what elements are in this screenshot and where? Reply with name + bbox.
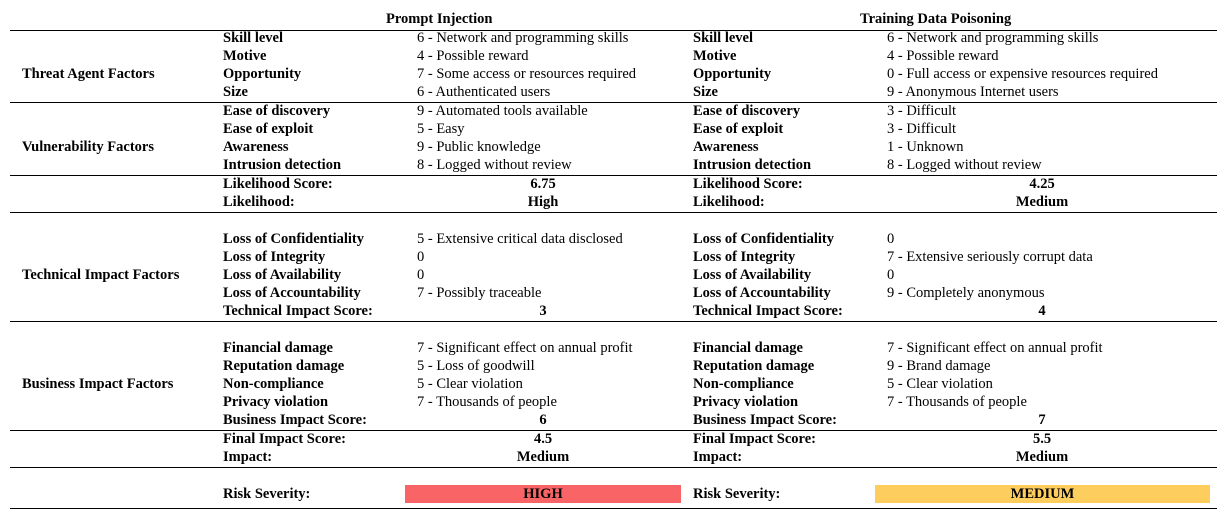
likelihood-label: Likelihood: bbox=[693, 194, 765, 210]
factor-label: Skill level bbox=[223, 30, 284, 46]
impact-level-tdp: Medium bbox=[1015, 449, 1069, 465]
likelihood-score-label: Likelihood Score: bbox=[223, 176, 333, 192]
factor-label: Financial damage bbox=[223, 340, 333, 356]
factor-value-tdp: 1 - Unknown bbox=[887, 139, 964, 155]
likelihood-level-tdp: Medium bbox=[1015, 194, 1069, 210]
factor-label: Loss of Availability bbox=[223, 267, 342, 283]
table-rule bbox=[10, 212, 1217, 213]
factor-label: Loss of Integrity bbox=[223, 249, 326, 265]
technical-impact-score-label: Technical Impact Score: bbox=[223, 303, 373, 319]
factor-value-tdp: 9 - Anonymous Internet users bbox=[887, 84, 1059, 100]
factor-value-tdp: 9 - Completely anonymous bbox=[887, 285, 1045, 301]
factor-value-tdp: 5 - Clear violation bbox=[887, 376, 993, 392]
factor-value-pi: 7 - Significant effect on annual profit bbox=[417, 340, 633, 356]
impact-level-pi: Medium bbox=[516, 449, 570, 465]
factor-label: Size bbox=[223, 84, 248, 100]
factor-value-pi: 8 - Logged without review bbox=[417, 157, 572, 173]
technical-impact-score-pi: 3 bbox=[539, 303, 547, 319]
factor-label: Loss of Availability bbox=[693, 267, 812, 283]
factor-label: Motive bbox=[693, 48, 737, 64]
risk-severity-label: Risk Severity: bbox=[223, 486, 311, 502]
factor-value-pi: 7 - Some access or resources required bbox=[417, 66, 637, 82]
factor-value-pi: 0 bbox=[417, 267, 425, 283]
technical-impact-score-label: Technical Impact Score: bbox=[693, 303, 843, 319]
factor-value-pi: 5 - Easy bbox=[417, 121, 465, 137]
factor-label: Opportunity bbox=[223, 66, 302, 82]
header-training-data-poisoning: Training Data Poisoning bbox=[860, 11, 1012, 27]
group-business-impact: Business Impact Factors bbox=[22, 376, 174, 392]
factor-value-pi: 0 bbox=[417, 249, 425, 265]
factor-value-pi: 5 - Clear violation bbox=[417, 376, 523, 392]
likelihood-score-tdp: 4.25 bbox=[1029, 176, 1055, 192]
factor-value-pi: 4 - Possible reward bbox=[417, 48, 529, 64]
factor-label: Skill level bbox=[693, 30, 754, 46]
factor-value-tdp: 7 - Extensive seriously corrupt data bbox=[887, 249, 1093, 265]
factor-label: Financial damage bbox=[693, 340, 803, 356]
impact-label: Impact: bbox=[693, 449, 743, 465]
table-rule bbox=[10, 467, 1217, 468]
factor-value-tdp: 4 - Possible reward bbox=[887, 48, 999, 64]
risk-severity-tdp: MEDIUM bbox=[875, 485, 1210, 503]
factor-value-tdp: 0 bbox=[887, 267, 895, 283]
factor-label: Non-compliance bbox=[693, 376, 794, 392]
risk-severity-label: Risk Severity: bbox=[693, 486, 781, 502]
factor-label: Loss of Accountability bbox=[223, 285, 361, 301]
factor-label: Motive bbox=[223, 48, 267, 64]
factor-value-tdp: 6 - Network and programming skills bbox=[887, 30, 1099, 46]
factor-value-pi: 5 - Extensive critical data disclosed bbox=[417, 231, 623, 247]
factor-label: Ease of discovery bbox=[693, 103, 801, 119]
factor-label: Reputation damage bbox=[693, 358, 815, 374]
factor-label: Ease of exploit bbox=[693, 121, 784, 137]
risk-severity-pi: HIGH bbox=[405, 485, 681, 503]
final-impact-score-tdp: 5.5 bbox=[1032, 431, 1052, 447]
final-impact-score-label: Final Impact Score: bbox=[693, 431, 816, 447]
factor-label: Intrusion detection bbox=[223, 157, 342, 173]
factor-value-tdp: 9 - Brand damage bbox=[887, 358, 991, 374]
factor-label: Intrusion detection bbox=[693, 157, 812, 173]
factor-label: Privacy violation bbox=[223, 394, 329, 410]
likelihood-score-pi: 6.75 bbox=[530, 176, 556, 192]
final-impact-score-label: Final Impact Score: bbox=[223, 431, 346, 447]
header-prompt-injection: Prompt Injection bbox=[386, 11, 493, 27]
factor-value-tdp: 7 - Significant effect on annual profit bbox=[887, 340, 1103, 356]
business-impact-score-pi: 6 bbox=[539, 412, 547, 428]
factor-label: Loss of Confidentiality bbox=[693, 231, 834, 247]
group-vulnerability: Vulnerability Factors bbox=[22, 139, 154, 155]
factor-value-pi: 7 - Thousands of people bbox=[417, 394, 557, 410]
factor-label: Opportunity bbox=[693, 66, 772, 82]
impact-label: Impact: bbox=[223, 449, 273, 465]
group-threat-agent: Threat Agent Factors bbox=[22, 66, 155, 82]
likelihood-score-label: Likelihood Score: bbox=[693, 176, 803, 192]
likelihood-label: Likelihood: bbox=[223, 194, 295, 210]
factor-value-tdp: 7 - Thousands of people bbox=[887, 394, 1027, 410]
factor-value-tdp: 0 - Full access or expensive resources required bbox=[887, 66, 1158, 82]
factor-label: Non-compliance bbox=[223, 376, 324, 392]
business-impact-score-label: Business Impact Score: bbox=[693, 412, 837, 428]
table-rule bbox=[10, 102, 1217, 103]
factor-label: Loss of Accountability bbox=[693, 285, 831, 301]
factor-value-pi: 9 - Automated tools available bbox=[417, 103, 588, 119]
factor-value-pi: 6 - Authenticated users bbox=[417, 84, 551, 100]
factor-label: Privacy violation bbox=[693, 394, 799, 410]
factor-value-tdp: 3 - Difficult bbox=[887, 121, 956, 137]
factor-label: Awareness bbox=[223, 139, 289, 155]
factor-label: Ease of exploit bbox=[223, 121, 314, 137]
factor-value-pi: 6 - Network and programming skills bbox=[417, 30, 629, 46]
factor-label: Ease of discovery bbox=[223, 103, 331, 119]
factor-label: Loss of Confidentiality bbox=[223, 231, 364, 247]
final-impact-score-pi: 4.5 bbox=[533, 431, 553, 447]
factor-value-pi: 5 - Loss of goodwill bbox=[417, 358, 535, 374]
business-impact-score-label: Business Impact Score: bbox=[223, 412, 367, 428]
table-rule bbox=[10, 321, 1217, 322]
business-impact-score-tdp: 7 bbox=[1038, 412, 1046, 428]
factor-value-tdp: 0 bbox=[887, 231, 895, 247]
factor-label: Awareness bbox=[693, 139, 759, 155]
factor-label: Loss of Integrity bbox=[693, 249, 796, 265]
factor-label: Size bbox=[693, 84, 718, 100]
technical-impact-score-tdp: 4 bbox=[1038, 303, 1046, 319]
factor-value-tdp: 3 - Difficult bbox=[887, 103, 956, 119]
likelihood-level-pi: High bbox=[527, 194, 559, 210]
group-technical-impact: Technical Impact Factors bbox=[22, 267, 180, 283]
factor-value-tdp: 8 - Logged without review bbox=[887, 157, 1042, 173]
factor-value-pi: 9 - Public knowledge bbox=[417, 139, 541, 155]
factor-label: Reputation damage bbox=[223, 358, 345, 374]
table-rule bbox=[10, 508, 1217, 509]
factor-value-pi: 7 - Possibly traceable bbox=[417, 285, 542, 301]
